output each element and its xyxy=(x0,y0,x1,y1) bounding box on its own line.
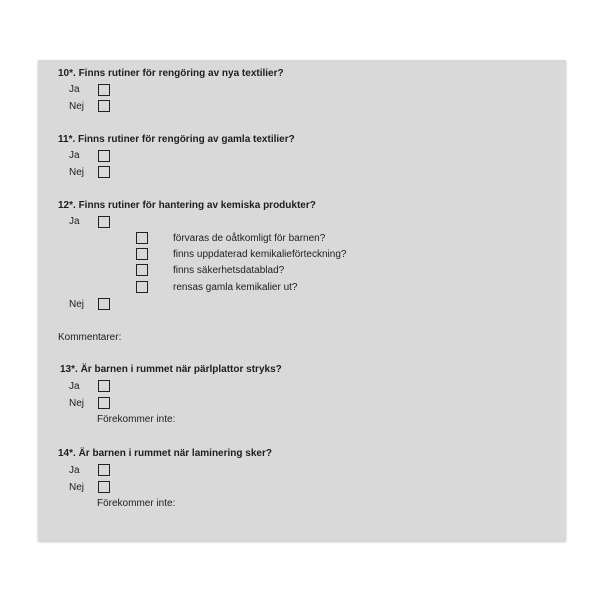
q12-no-checkbox[interactable] xyxy=(98,298,110,310)
q13-yes-label: Ja xyxy=(69,381,80,392)
q12-sub-checkbox-cleanup[interactable] xyxy=(136,281,148,293)
q14-no-checkbox[interactable] xyxy=(98,481,110,493)
q12-no-label: Nej xyxy=(69,299,85,310)
q13-yes-checkbox[interactable] xyxy=(98,380,110,392)
q10-no-checkbox[interactable] xyxy=(98,100,110,112)
q12-yes-label: Ja xyxy=(69,216,80,227)
q12-sub-checkbox-storage[interactable] xyxy=(136,232,148,244)
q11-no-checkbox[interactable] xyxy=(98,166,110,178)
q10-no-label: Nej xyxy=(69,101,85,112)
q14-yes-label: Ja xyxy=(69,465,80,476)
q11-yes-checkbox[interactable] xyxy=(98,150,110,162)
q13-not-applicable-label: Förekommer inte: xyxy=(97,414,176,425)
q10-yes-label: Ja xyxy=(69,84,80,95)
question-13: 13*. Är barnen i rummet när pärlplattor stryks? xyxy=(60,364,282,375)
q12-sub-option-storage: förvaras de oåtkomligt för barnen? xyxy=(173,233,326,244)
comments-label: Kommentarer: xyxy=(58,332,122,343)
q13-no-checkbox[interactable] xyxy=(98,397,110,409)
q12-sub-checkbox-datasheet[interactable] xyxy=(136,264,148,276)
q12-sub-checkbox-inventory[interactable] xyxy=(136,248,148,260)
question-10: 10*. Finns rutiner för rengöring av nya textilier? xyxy=(58,68,284,79)
q12-sub-option-cleanup: rensas gamla kemikalier ut? xyxy=(173,282,298,293)
q12-sub-option-inventory: finns uppdaterad kemikalieförteckning? xyxy=(173,249,347,260)
q14-yes-checkbox[interactable] xyxy=(98,464,110,476)
question-12: 12*. Finns rutiner för hantering av kemiska produkter? xyxy=(58,200,316,211)
question-11: 11*. Finns rutiner för rengöring av gamla textilier? xyxy=(58,134,295,145)
q14-not-applicable-label: Förekommer inte: xyxy=(97,498,176,509)
question-14: 14*. Är barnen i rummet när laminering sker? xyxy=(58,448,272,459)
q12-sub-option-datasheet: finns säkerhetsdatablad? xyxy=(173,265,285,276)
q14-no-label: Nej xyxy=(69,482,85,493)
q12-yes-checkbox[interactable] xyxy=(98,216,110,228)
form-panel xyxy=(38,60,566,541)
q11-no-label: Nej xyxy=(69,167,85,178)
q10-yes-checkbox[interactable] xyxy=(98,84,110,96)
q11-yes-label: Ja xyxy=(69,150,80,161)
q13-no-label: Nej xyxy=(69,398,85,409)
